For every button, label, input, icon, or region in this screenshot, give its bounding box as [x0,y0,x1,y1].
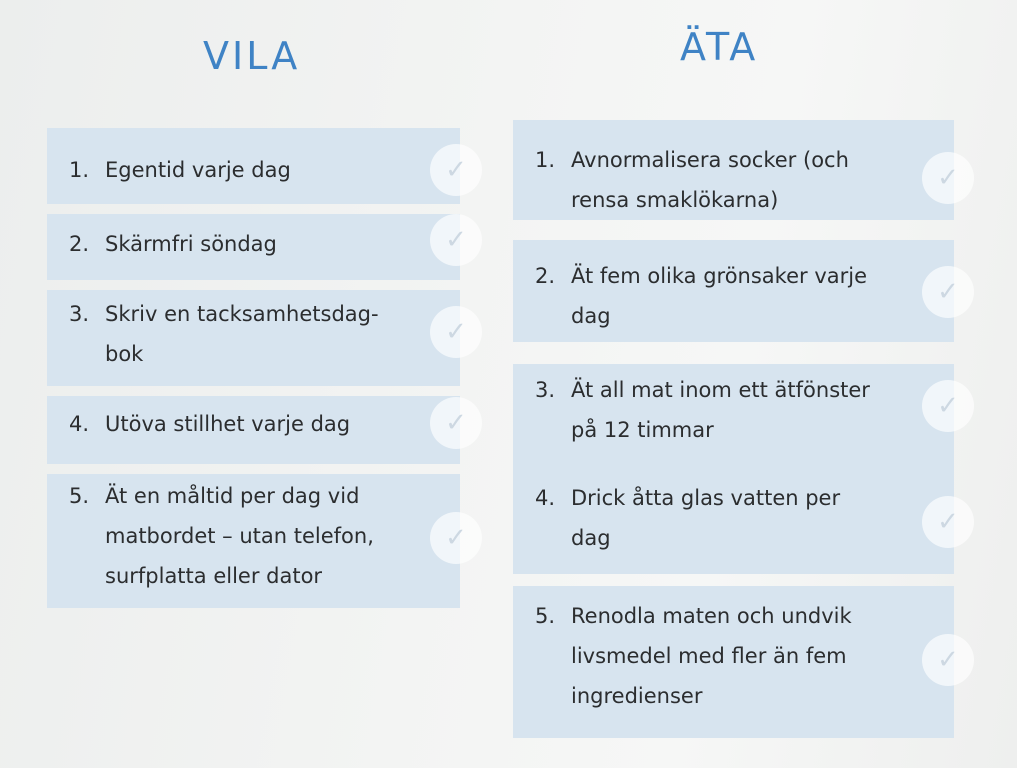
list-item [513,240,954,342]
item-text: Renodla maten och undvik livsmedel med fler än fem ingredienser [571,604,852,708]
list-item [47,290,460,386]
check-icon: ✓ [430,397,482,449]
list-item [513,586,954,738]
item-number: 5. [69,484,90,508]
item-number: 2. [535,264,556,288]
list-item [513,468,954,574]
list-item [513,120,954,220]
item-number: 3. [535,378,556,402]
item-number: 4. [69,412,90,436]
check-icon: ✓ [922,496,974,548]
item-text: Skärmfri söndag [105,232,277,256]
item-number: 4. [535,486,556,510]
check-icon: ✓ [922,152,974,204]
item-text: Ät all mat inom ett ätfönster på 12 timmar [571,378,870,442]
check-icon: ✓ [430,512,482,564]
item-text: Drick åtta glas vatten per dag [571,486,841,550]
item-text: Egentid varje dag [105,158,291,182]
check-icon: ✓ [922,380,974,432]
check-icon: ✓ [922,634,974,686]
list-item [513,364,954,468]
list-item [47,474,460,608]
item-text: Utöva stillhet varje dag [105,412,351,436]
item-number: 3. [69,302,90,326]
item-number: 2. [69,232,90,256]
item-number: 5. [535,604,556,628]
list-item [47,214,460,280]
item-text: Skriv en tacksamhetsdag- bok [105,302,379,366]
item-text: Ät fem olika grönsaker varje dag [571,264,867,328]
list-item [47,128,460,204]
list-item [47,396,460,464]
item-number: 1. [535,148,556,172]
item-text: Ät en måltid per dag vid matbordet – utan telefon, surfplatta eller dator [105,484,374,588]
check-icon: ✓ [430,144,482,196]
ata-heading: ÄTA [680,25,759,69]
check-icon: ✓ [922,266,974,318]
check-icon: ✓ [430,214,482,266]
item-number: 1. [69,158,90,182]
check-icon: ✓ [430,306,482,358]
vila-heading: VILA [203,34,301,78]
item-text: Avnormalisera socker (och rensa smaklökarna) [571,148,849,212]
